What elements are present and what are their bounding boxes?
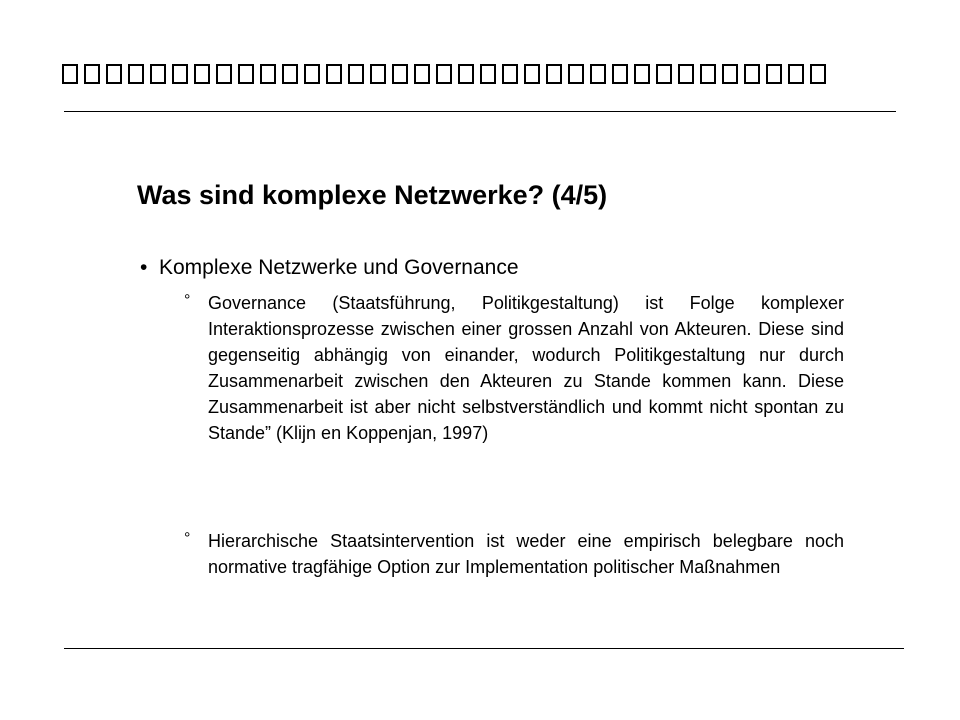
placeholder-box (766, 64, 782, 84)
sub-item-governance (184, 290, 844, 446)
placeholder-box (700, 64, 716, 84)
bottom-divider (64, 648, 904, 649)
top-divider (64, 111, 896, 112)
placeholder-box (656, 64, 672, 84)
placeholder-box (238, 64, 254, 84)
placeholder-box (106, 64, 122, 84)
placeholder-box (414, 64, 430, 84)
placeholder-box (480, 64, 496, 84)
header-placeholder-boxes (62, 64, 826, 84)
placeholder-box (370, 64, 386, 84)
placeholder-box (194, 64, 210, 84)
sub-item-text: Governance (Staatsführung, Politikgestaltung) ist Folge komplexer Interaktionsprozesse zwischen einer grossen Anzahl von Akteuren. Diese sind gegenseitig abhängig von einander, wodurch Politikgestaltung nur durch Zusammenarbeit zwischen den Akteuren zu Stande kommen kann. Diese Zusammenarbeit ist aber nicht selbstverständlich und kommt nicht spontan zu Stande” (Klijn en Koppenjan, 1997) (208, 293, 844, 443)
sub-item-hierarchy (184, 528, 844, 580)
placeholder-box (634, 64, 650, 84)
placeholder-box (612, 64, 628, 84)
placeholder-box (62, 64, 78, 84)
placeholder-box (348, 64, 364, 84)
placeholder-box (458, 64, 474, 84)
placeholder-box (810, 64, 826, 84)
placeholder-box (326, 64, 342, 84)
sub-item-marker: ° (184, 530, 191, 547)
placeholder-box (304, 64, 320, 84)
placeholder-box (172, 64, 188, 84)
bullet-marker: • (140, 256, 148, 279)
placeholder-box (128, 64, 144, 84)
placeholder-box (722, 64, 738, 84)
placeholder-box (150, 64, 166, 84)
placeholder-box (216, 64, 232, 84)
bullet-text: Komplexe Netzwerke und Governance (159, 256, 519, 279)
sub-item-text: Hierarchische Staatsintervention ist weder eine empirisch belegbare noch normative tragfähige Option zur Implementation politischer Maßnahmen (208, 531, 844, 577)
slide-title: Was sind komplexe Netzwerke? (4/5) (137, 180, 608, 210)
placeholder-box (678, 64, 694, 84)
placeholder-box (436, 64, 452, 84)
sub-item-marker: ° (184, 292, 191, 309)
placeholder-box (282, 64, 298, 84)
placeholder-box (568, 64, 584, 84)
placeholder-box (392, 64, 408, 84)
placeholder-box (260, 64, 276, 84)
placeholder-box (502, 64, 518, 84)
placeholder-box (744, 64, 760, 84)
placeholder-box (590, 64, 606, 84)
placeholder-box (84, 64, 100, 84)
bullet-item (140, 256, 519, 280)
placeholder-box (788, 64, 804, 84)
placeholder-box (546, 64, 562, 84)
placeholder-box (524, 64, 540, 84)
